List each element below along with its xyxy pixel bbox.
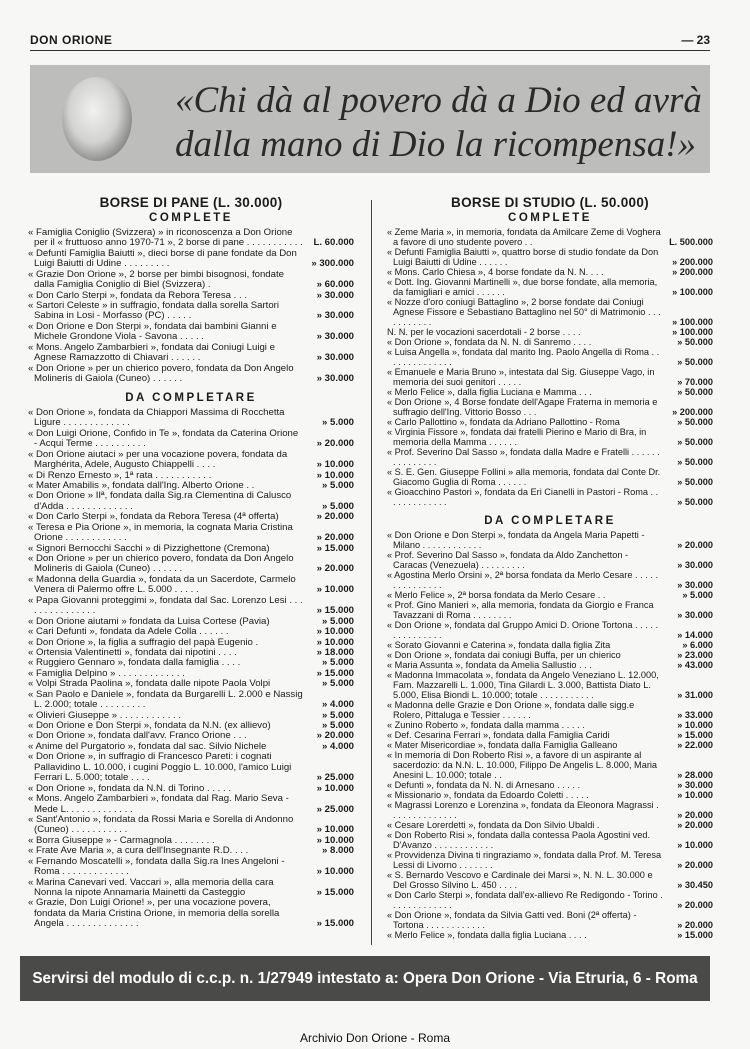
study-incomplete-heading: DA COMPLETARE — [484, 515, 616, 527]
donation-text: « Don Orione », la figlia a suffragio del papà Eugenio . — [28, 637, 259, 648]
donation-amount: » 60.000 — [316, 279, 354, 291]
donation-entry — [28, 512, 354, 522]
donation-text: « Don Orione », fondata dall'avv. Franco Orione . . . — [28, 731, 247, 742]
donation-entry — [28, 575, 354, 596]
bread-complete-heading: COMPLETE — [149, 212, 233, 225]
donation-text: « Cesare Lorerdetti », fondata da Don Silvio Ubaldi . — [387, 820, 600, 830]
donation-amount: » 5.000 — [321, 720, 354, 731]
donation-amount: » 18.000 — [316, 646, 354, 658]
donation-amount: » 5.000 — [321, 657, 354, 669]
donation-text: « Ruggiero Gennaro », fondata dalla famiglia . . . . — [28, 658, 241, 669]
donation-text: « Don Orione », fondata da N. N. di Sanremo . . . . — [387, 337, 592, 347]
running-header-title: DON ORIONE — [30, 33, 113, 47]
donation-text: « Madonna delle Grazie e Don Orione », fondata dalle sigg.e Rolero, Pittaluga e Tessier . . . . . . — [387, 700, 635, 720]
donation-text: « Merlo Felice », fondata dalla figlia Luciana . . . . — [387, 930, 587, 940]
donation-amount: » 30.000 — [316, 289, 354, 301]
donation-entry — [387, 550, 713, 570]
donation-text: « Volpi Strada Paolina », fondata dalle nipote Paola Volpi — [28, 679, 271, 690]
donation-text: « Mater Amabilis », fondata dall'Ing. Alberto Orione . . — [28, 480, 255, 491]
study-incomplete-list — [387, 530, 713, 940]
bread-section-title: BORSE DI PANE (L. 30.000) — [99, 195, 283, 210]
donation-text: « Magrassi Lorenzo e Lorenzina », fondata da Eleonora Magrassi . . . . . . . . . . . . . . — [387, 800, 659, 820]
donation-text: « Agostina Merlo Orsini », 2ª borsa fondata da Merlo Cesare . . . . . . . . . . . . . . . — [387, 570, 658, 590]
donation-amount: » 10.000 — [316, 469, 354, 481]
donation-entry — [387, 590, 713, 600]
donation-entry — [387, 670, 713, 700]
donation-entry — [28, 322, 354, 343]
donation-text: « Signori Bernocchi Sacchi » di Pizzighettone (Cremona) — [28, 543, 270, 554]
donation-entry — [28, 784, 354, 794]
donation-entry — [387, 780, 713, 790]
donation-text: « Grazie Don Orione », 2 borse per bimbi bisognosi, fondate dalla Famiglia Coniglio di Biel (Svizzera) . — [28, 269, 284, 291]
donation-entry — [28, 898, 354, 929]
donation-text: « Nozze d'oro coniugi Battaglino », 2 borse fondate dai Coniugi Agnese Fissore e Sebastiano Battaglino nel 50° di Matrimonio . . . . . . . . . . . — [387, 297, 661, 327]
donation-text: « Defunti Famiglia Baiutti », dieci borse di pane fondate da Don Luigi Baiutti di Udine . . . . . . . . . — [28, 248, 297, 270]
donation-amount: » 100.000 — [672, 287, 713, 297]
donation-amount: » 15.000 — [316, 542, 354, 554]
donation-amount: » 50.000 — [677, 337, 713, 347]
donation-entry — [387, 417, 713, 427]
donation-text: « Don Orione e Don Sterpi », fondata da Angela Maria Papetti - Milano . . . . . . . . . . . . — [387, 530, 645, 550]
donation-entry — [387, 850, 713, 870]
donation-entry — [28, 291, 354, 301]
donation-entry — [387, 337, 713, 347]
donation-text: « Mons. Carlo Chiesa », 4 borse fondate da N. N. . . . — [387, 267, 604, 277]
donation-text: « Cari Defunti », fondata da Adele Colla . . . . . . — [28, 627, 229, 638]
donation-entry — [28, 596, 354, 617]
donation-entry — [28, 721, 354, 731]
donation-text: « Famiglia Delpino » . . . . . . . . . . . . . — [28, 668, 185, 679]
donation-entry — [28, 752, 354, 783]
study-complete-heading: COMPLETE — [508, 212, 592, 224]
donation-amount: » 20.000 — [316, 511, 354, 523]
donation-amount: » 33.000 — [677, 710, 713, 720]
donation-text: « Prof. Gino Manieri », alla memoria, fondata da Giorgio e Franca Tavazzani di Roma . . . . . . . . — [387, 600, 654, 620]
donation-entry — [387, 910, 713, 930]
donation-amount: » 15.000 — [316, 887, 354, 898]
donation-entry — [387, 800, 713, 820]
donation-entry — [387, 447, 713, 467]
donation-entry — [28, 617, 354, 627]
donation-amount: » 31.000 — [677, 690, 713, 700]
donation-text: « Don Orione », 4 Borse fondate dell'Agape Fraterna in memoria e suffragio dell'Ing. Vittorio Bosso . . . — [387, 397, 658, 417]
donation-text: « In memoria di Don Roberto Risi », a favore di un aspirante al sacerdozio: da N.N. L. 10.000, Filippo De Angelis L. 8.000, Maria Anesini L. 10.000; totale . . — [387, 750, 658, 780]
donation-text: « Merlo Felice », 2ª borsa fondata da Merlo Cesare . . — [387, 590, 606, 600]
donation-amount: » 50.000 — [677, 357, 713, 367]
donation-text: « S. Bernardo Vescovo e Cardinale dei Marsi », N. N. L. 30.000 e Del Grosso Silvino L. 450 . . . . — [387, 870, 653, 890]
donation-text: « Frate Ave Maria », a cura dell'Insegnante R.D. . . . — [28, 846, 249, 857]
donation-text: « Gioacchino Pastori », fondata da Eri Cianelli in Pastori - Roma . . . . . . . . . . . . . — [387, 487, 659, 507]
donation-amount: » 25.000 — [316, 772, 354, 784]
donation-text: « Prof. Severino Dal Sasso », fondata da Aldo Zanchetton - Caracas (Venezuela) . . . . . . . . . — [387, 550, 629, 570]
donation-text: « Don Orione » per un chierico povero, fondata da Don Angelo Molineris di Gaiola (Cuneo) . . . . . . — [28, 363, 294, 384]
donation-amount: » 20.000 — [677, 820, 713, 830]
donation-entry — [387, 640, 713, 650]
donation-entry — [28, 711, 354, 721]
bread-incomplete-list — [28, 408, 354, 930]
donation-entry — [28, 690, 354, 711]
donation-text: « Don Orione », fondata da Chiappori Massima di Rocchetta Ligure . . . . . . . . . . . . . — [28, 407, 285, 429]
donation-amount: » 50.000 — [677, 477, 713, 487]
donation-text: « Dott. Ing. Giovanni Martinelli », due borse fondate, alla memoria, da famigliari e amici . . . . . . — [387, 277, 658, 297]
donation-amount: » 20.000 — [316, 730, 354, 742]
donation-text: « Madonna Immacolata », fondata da Angelo Veneziano L. 12.000, Fam. Mazzarelli L. 1.000, Tina Gilardi L. 3.000, Battista Diato L. 5.000, Elisa Biondi L. 10.000; totale . . . . . . . . . . . — [387, 670, 659, 700]
donation-amount: » 50.000 — [677, 387, 713, 397]
study-donations-column — [387, 195, 713, 940]
column-divider — [371, 200, 372, 945]
donation-text: « San Paolo e Daniele », fondata da Burgarelli L. 2.000 e Nassig L. 2.000; totale . . . . . . . . . — [28, 689, 303, 711]
donation-entry — [387, 387, 713, 397]
donation-amount: » 20.000 — [316, 532, 354, 544]
donation-text: « Anime del Purgatorio », fondata dal sac. Silvio Nichele — [28, 741, 267, 752]
donation-text: « Defunti », fondata da N. N. di Arnesano . . . . . — [387, 780, 581, 790]
donation-amount: » 5.000 — [321, 479, 354, 491]
donation-entry — [387, 600, 713, 620]
donation-amount: » 50.000 — [677, 437, 713, 447]
donation-text: N. N. per le vocazioni sacerdotali - 2 borse . . . . — [387, 327, 581, 337]
donation-entry — [28, 878, 354, 899]
donation-entry — [387, 830, 713, 850]
donation-text: « Don Orione », fondata dal Gruppo Amici D. Orione Tortona . . . . . . . . . . . . . . . — [387, 620, 659, 640]
donation-entry — [387, 820, 713, 830]
donation-amount: » 70.000 — [677, 377, 713, 387]
donation-amount: » 20.000 — [677, 860, 713, 870]
donation-entry — [28, 450, 354, 471]
donation-amount: » 10.000 — [316, 834, 354, 846]
donation-entry — [28, 491, 354, 512]
donation-entry — [387, 327, 713, 337]
donation-entry — [28, 554, 354, 575]
donation-text: « Don Orione aiutami » fondata da Luisa Cortese (Pavia) — [28, 616, 270, 627]
quote-line-2: dalla mano di Dio la ricompensa!» — [175, 124, 697, 165]
donation-entry — [387, 870, 713, 890]
donation-amount: » 50.000 — [677, 497, 713, 507]
donation-amount: » 28.000 — [677, 770, 713, 780]
donation-entry — [28, 270, 354, 291]
donation-text: « Don Orione » per un chierico povero, fondata da Don Angelo Molineris di Gaiola (Cuneo) . . . . . . — [28, 554, 294, 575]
donation-entry — [387, 720, 713, 730]
donation-text: « Papa Giovanni proteggimi », fondata dal Sac. Lorenzo Lesi . . . . . . . . . . . . . . . — [28, 595, 303, 617]
donation-amount: » 23.000 — [677, 650, 713, 660]
donation-entry — [387, 740, 713, 750]
donation-amount: » 15.000 — [316, 918, 354, 930]
donation-entry — [387, 930, 713, 940]
donation-text: « Maria Assunta », fondata da Amelia Sallustio . . . — [387, 660, 592, 670]
donation-amount: » 20.000 — [316, 563, 354, 575]
donation-entry — [28, 794, 354, 815]
donation-amount: » 10.000 — [316, 824, 354, 836]
donation-text: « Madonna della Guardia », fondata da un Sacerdote, Carmelo Venera di Palermo offre L. 5.000 . . . . . — [28, 574, 296, 596]
donation-text: « Fernando Moscatelli », fondata dalla Sig.ra Ines Angeloni - Roma . . . . . . . . . . . . . — [28, 856, 285, 878]
donation-entry — [28, 343, 354, 364]
donation-amount: » 300.000 — [311, 258, 354, 270]
donation-text: « Zunino Roberto », fondata dalla mamma . . . . . — [387, 720, 585, 730]
donation-entry — [28, 815, 354, 836]
quote-banner — [30, 65, 710, 173]
donation-entry — [28, 742, 354, 752]
donation-entry — [387, 227, 713, 247]
donation-text: « Ortensia Valentinetti », fondata dai nipotini . . . . — [28, 647, 237, 658]
donation-text: « Luisa Angella », fondata dal marito Ing. Paolo Angella di Roma . . . . . . . . . . . . . . — [387, 347, 660, 367]
donation-entry — [387, 297, 713, 327]
donation-amount: » 30.000 — [316, 310, 354, 322]
donation-amount: » 8.000 — [321, 845, 354, 857]
donation-amount: » 10.000 — [316, 584, 354, 596]
donation-amount: » 5.000 — [321, 500, 354, 512]
donation-entry — [387, 367, 713, 387]
donation-entry — [387, 347, 713, 367]
archive-credit: Archivio Don Orione - Roma — [299, 1031, 451, 1045]
bread-incomplete-heading: DA COMPLETARE — [125, 392, 257, 405]
donation-text: « Famiglia Coniglio (Svizzera) » in riconoscenza a Don Orione per il « fruttuoso anno 1970-71 », 2 borse di pane . . . . . . . . . . . — [28, 227, 303, 249]
donation-amount: » 20.000 — [316, 438, 354, 450]
donation-entry — [28, 523, 354, 544]
donation-entry — [387, 790, 713, 800]
donation-text: « Don Orione e Don Sterpi », fondata dai bambini Gianni e Michele Grondone Viola - Savona . . . . . — [28, 321, 277, 343]
donation-text: « Don Carlo Sterpi », fondata dall'ex-allievo Re Redigondo - Torino . . . . . . . . . . . . . — [387, 890, 663, 910]
bread-donations-column — [28, 195, 354, 930]
donation-amount: » 30.450 — [677, 880, 713, 890]
donation-entry — [28, 638, 354, 648]
donation-text: « Borra Giuseppe » - Carmagnola . . . . . . . . — [28, 835, 215, 846]
donation-entry — [387, 570, 713, 590]
donation-amount: » 30.000 — [677, 610, 713, 620]
donation-text: « Zeme Maria », in memoria, fondata da Amilcare Zeme di Voghera a favore di uno studente povero . . — [387, 227, 661, 247]
donation-text: « Def. Cesarina Ferrari », fondata dalla Famiglia Caridi — [387, 730, 610, 740]
donation-amount: » 20.000 — [677, 540, 713, 550]
donation-text: « Sartori Celeste » in suffragio, fondata dalla sorella Sartori Sabina in Losi - Morfasso (PC) . . . . . — [28, 300, 279, 322]
donation-amount: » 30.000 — [316, 352, 354, 364]
donation-entry — [28, 857, 354, 878]
donation-text: « Provvidenza Divina ti ringraziamo », fondata dalla Prof. M. Teresa Lessi di Livorno . . . . . . . — [387, 850, 662, 870]
donation-text: « Virginia Fissore », fondata dai fratelli Pierino e Mario di Bra, in memoria della Mamma . . . . . . — [387, 427, 647, 447]
donation-entry — [28, 836, 354, 846]
donation-entry — [387, 750, 713, 780]
donation-entry — [28, 429, 354, 450]
quote-line-1: «Chi dà al povero dà a Dio ed avrà — [175, 80, 702, 121]
banner-quote — [175, 79, 705, 167]
donation-amount: » 200.000 — [672, 407, 713, 417]
donation-amount: » 100.000 — [672, 317, 713, 327]
header-rule — [30, 50, 710, 51]
donation-entry — [28, 658, 354, 668]
donation-amount: » 14.000 — [677, 630, 713, 640]
bread-complete-list — [28, 228, 354, 385]
donation-entry — [28, 627, 354, 637]
donation-amount: » 200.000 — [672, 257, 713, 267]
donation-entry — [387, 247, 713, 267]
donation-amount: » 10.000 — [677, 790, 713, 800]
donation-entry — [387, 397, 713, 417]
donation-amount: » 5.000 — [321, 417, 354, 429]
donation-amount: » 50.000 — [677, 457, 713, 467]
donation-entry — [28, 679, 354, 689]
donation-text: « Olivieri Giuseppe » . . . . . . . . . . . . — [28, 710, 182, 721]
donation-text: « Missionario », fondata da Edoardo Coletti . . . . . — [387, 790, 589, 800]
donation-entry — [387, 467, 713, 487]
donation-amount: » 30.000 — [316, 331, 354, 343]
donation-text: « Don Orione aiutaci » per una vocazione povera, fondata da Marghérita, Adele, Augusto Chiappelli . . . . — [28, 449, 288, 471]
donation-amount: » 20.000 — [677, 900, 713, 910]
donation-amount: » 30.000 — [316, 373, 354, 384]
donation-entry — [28, 249, 354, 270]
donation-text: « Mons. Angelo Zambarbieri », fondata dai Coniugi Luigi e Agnese Ramazzotto di Chiavari . . . . . . — [28, 342, 275, 364]
donation-amount: » 30.000 — [677, 580, 713, 590]
donation-entry — [387, 267, 713, 277]
donation-amount: » 6.000 — [682, 640, 713, 650]
donation-entry — [28, 731, 354, 741]
donation-entry — [387, 427, 713, 447]
donation-entry — [28, 846, 354, 856]
donation-entry — [387, 277, 713, 297]
study-section-title: BORSE DI STUDIO (L. 50.000) — [451, 195, 649, 210]
donation-amount: » 15.000 — [677, 930, 713, 940]
donation-amount: » 20.000 — [677, 920, 713, 930]
donation-amount: » 5.000 — [682, 590, 713, 600]
donation-text: « Mater Misericordiae », fondata dalla Famiglia Galleano — [387, 740, 618, 750]
donation-amount: L. 500.000 — [669, 237, 713, 247]
donation-amount: » 200.000 — [672, 267, 713, 277]
donation-amount: » 15.000 — [316, 605, 354, 617]
donation-text: « Don Orione », in suffragio di Francesco Pareti: i cognati Pallavidino L. 10.000, i cugini Poggio L. 10.000, l'amico Luigi Ferrari L. 5.000; totale . . . . — [28, 752, 292, 784]
donation-entry — [28, 364, 354, 385]
donation-entry — [387, 700, 713, 720]
donation-amount: » 10.000 — [316, 626, 354, 638]
donation-text: « Marina Canevari ved. Vaccari », alla memoria della cara Nonna la nipote Annamaria Mainetti da Casteggio — [28, 877, 274, 898]
donation-text: « Sorato Giovanni e Caterina », fondata dalla figlia Zita — [387, 640, 611, 650]
donation-amount: » 10.000 — [677, 840, 713, 850]
donation-amount: » 43.000 — [677, 660, 713, 670]
donation-amount: » 5.000 — [321, 615, 354, 627]
donation-amount: » 4.000 — [321, 740, 354, 752]
donation-amount: » 20.000 — [677, 810, 713, 820]
donation-amount: » 10.000 — [316, 636, 354, 648]
donation-amount: L. 60.000 — [313, 237, 354, 249]
page-number: — 23 — [681, 33, 710, 47]
donation-entry — [387, 660, 713, 670]
donation-entry — [387, 890, 713, 910]
donation-amount: » 10.000 — [316, 459, 354, 471]
donation-text: « Merlo Felice », dalla figlia Luciana e Mamma . . . — [387, 387, 592, 397]
donation-amount: » 30.000 — [677, 780, 713, 790]
donation-entry — [28, 544, 354, 554]
donation-text: « Don Orione », fondata dai coniugi Buffa, per un chierico — [387, 650, 621, 660]
donation-text: « Sant'Antonio », fondata da Rossi Maria e Sorella di Andonno (Cuneo) . . . . . . . . . . . — [28, 814, 294, 836]
donation-entry — [28, 481, 354, 491]
don-orione-portrait — [62, 77, 132, 161]
donation-amount: » 15.000 — [677, 730, 713, 740]
donation-amount: » 5.000 — [321, 709, 354, 721]
study-complete-list — [387, 227, 713, 507]
donation-amount: » 25.000 — [316, 803, 354, 815]
donation-entry — [387, 620, 713, 640]
donation-entry — [28, 471, 354, 481]
donation-text: « Carlo Pallottino », fondata da Adriano Pallottino - Roma — [387, 417, 620, 427]
donation-entry — [28, 669, 354, 679]
donation-text: « Don Orione », fondata da Silvia Gatti ved. Boni (2ª offerta) - Tortona . . . . . . . . . . . . — [387, 910, 637, 930]
donation-amount: » 50.000 — [677, 417, 713, 427]
donation-amount: » 100.000 — [672, 327, 713, 337]
donation-amount: » 10.000 — [677, 720, 713, 730]
donation-entry — [28, 408, 354, 429]
donation-text: « S. E. Gen. Giuseppe Follini » alla memoria, fondata dal Conte Dr. Giacomo Guglia di Roma . . . . . . — [387, 467, 661, 487]
donation-entry — [387, 530, 713, 550]
donation-text: « Teresa e Pia Orione », in memoria, la cognata Maria Cristina Orione . . . . . . . . . . . . — [28, 522, 293, 544]
donation-entry — [387, 650, 713, 660]
donation-text: « Don Carlo Sterpi », fondata da Rebora Teresa (4ª offerta) — [28, 512, 279, 523]
donation-text: « Emanuele e Maria Bruno », intestata dal Sig. Giuseppe Vago, in memoria dei suoi genitori . . . . . — [387, 367, 655, 387]
donation-amount: » 5.000 — [321, 678, 354, 690]
donation-text: « Di Renzo Ernesto », 1ª rata . . . . . . . . . . . — [28, 470, 212, 481]
donation-text: « Defunti Famiglia Baiutti », quattro borse di studio fondate da Don Luigi Baiutti di Udine . . . . . . — [387, 247, 659, 267]
donation-text: « Grazie, Don Luigi Orione! », per una vocazione povera, fondata da Maria Cristina Orione, in memoria della sorella Angela . . . . . . . . . . . . . . — [28, 898, 280, 930]
donation-text: « Don Luigi Orione, Confido in Te », fondata da Caterina Orione - Acqui Terme . . . . . . . . . . — [28, 428, 299, 450]
donation-text: « Don Carlo Sterpi », fondata da Rebora Teresa . . . — [28, 290, 248, 301]
donation-entry — [387, 487, 713, 507]
donation-text: « Don Roberto Risi », fondata dalla contessa Paola Agostini ved. D'Avanzo . . . . . . . . . . . . — [387, 830, 651, 850]
donation-amount: » 22.000 — [677, 740, 713, 750]
donation-amount: » 10.000 — [316, 866, 354, 878]
donation-text: « Don Orione e Don Sterpi », fondata da N.N. (ex allievo) — [28, 721, 271, 731]
donation-text: « Prof. Severino Dal Sasso », fondata dalla Madre e Fratelli . . . . . . . . . . . . . . . — [387, 447, 660, 467]
payment-instructions-banner: Servirsi del modulo di c.c.p. n. 1/27949 intestato a: Opera Don Orione - Via Etruria, 6 - Roma — [20, 956, 710, 1001]
donation-amount: » 30.000 — [677, 560, 713, 570]
donation-entry — [28, 228, 354, 249]
donation-entry — [28, 301, 354, 322]
donation-entry — [387, 730, 713, 740]
donation-amount: » 4.000 — [321, 699, 354, 711]
donation-amount: » 10.000 — [316, 782, 354, 794]
donation-amount: » 15.000 — [316, 667, 354, 679]
donation-text: « Don Orione », fondata da N.N. di Torino . . . . . — [28, 783, 231, 794]
donation-text: « Don Orione » IIª, fondata dalla Sig.ra Clementina di Calusco d'Adda . . . . . . . . . . . . . — [28, 491, 292, 512]
donation-text: « Mons. Angelo Zambarbieri », fondata dal Rag. Mario Seva - Mede L. . . . . . . . . . . . . — [28, 794, 289, 815]
donation-entry — [28, 648, 354, 658]
